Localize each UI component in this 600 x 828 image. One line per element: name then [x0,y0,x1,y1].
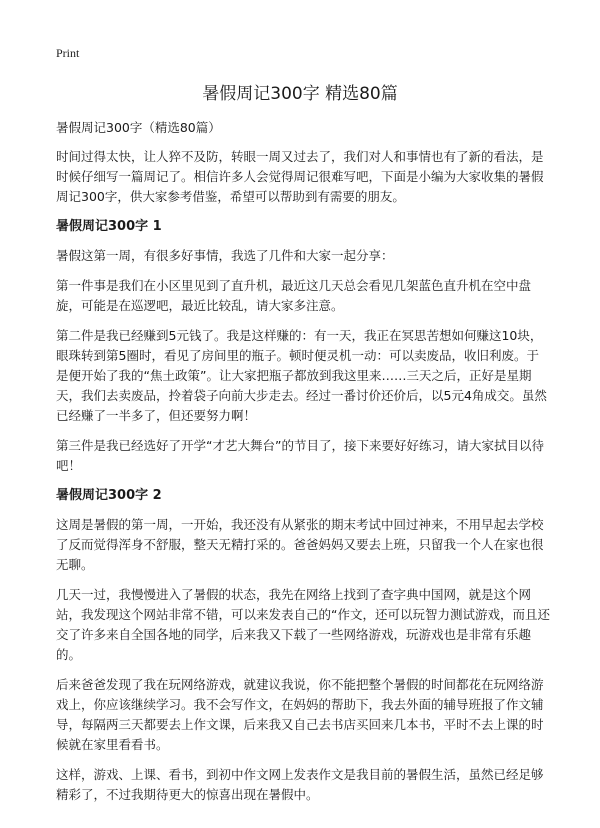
section-heading-1: 暑假周记300字 1 [56,219,162,234]
section-1-paragraph-1: 暑假这第一周，有很多好事情，我选了几件和大家一起分享： [56,248,394,263]
article-subtitle: 暑假周记300字（精选80篇） [56,120,221,135]
article-body [56,118,550,815]
section-1-paragraph-2: 第一件事是我们在小区里见到了直升机，最近这几天总会看见几架蓝色直升机在空中盘旋，可能是在巡逻吧，最近比较乱，请大家多注意。 [56,278,532,313]
print-link[interactable]: Print [56,46,80,60]
section-2-paragraph-1: 这周是暑假的第一周，一开始，我还没有从紧张的期末考试中回过神来，不用早起去学校了反而觉得浑身不舒服，整天无精打采的。爸爸妈妈又要去上班，只留我一个人在家也很无聊。 [56,517,544,572]
section-heading-2: 暑假周记300字 2 [56,488,162,503]
section-1-paragraph-4: 第三件是我已经选好了开学“才艺大舞台”的节目了，接下来要好好练习，请大家拭目以待吧！ [56,438,544,473]
section-2-paragraph-2: 几天一过，我慢慢进入了暑假的状态，我先在网络上找到了查字典中国网，就是这个网站，我发现这个网站非常不错，可以来发表自己的“作文，还可以玩智力测试游戏，而且还交了许多来自全国各地的同学，后来我又下载了一些网络游戏，玩游戏也是非常有乐趣的。 [56,587,550,662]
section-2-paragraph-4: 这样，游戏、上课、看书，到初中作文网上发表作文是我目前的暑假生活，虽然已经足够精彩了，不过我期待更大的惊喜出现在暑假中。 [56,767,544,802]
intro-paragraph: 时间过得太快，让人猝不及防，转眼一周又过去了，我们对人和事情也有了新的看法，是时候仔细写一篇周记了。相信许多人会觉得周记很难写吧，下面是小编为大家收集的暑假周记300字，供大家参考借鉴，希望可以帮助到有需要的朋友。 [56,149,544,204]
section-1-paragraph-3: 第二件是我已经赚到5元钱了。我是这样赚的：有一天，我正在冥思苦想如何赚这10块，眼珠转到第5圈时，看见了房间里的瓶子。顿时便灵机一动：可以卖废品，收旧利废。于是便开始了我的“焦土政策”。让大家把瓶子都放到我这里来……三天之后，正好是星期天，我们去卖废品，拎着袋子向前大步走去。经过一番讨价还价后，以5元4角成交。虽然已经赚了一半多了，但还要努力啊！ [56,328,547,423]
page-title: 暑假周记300字 精选80篇 [202,84,398,104]
section-2-paragraph-3: 后来爸爸发现了我在玩网络游戏，就建议我说，你不能把整个暑假的时间都花在玩网络游戏上，你应该继续学习。我不会写作文，在妈妈的帮助下，我去外面的辅导班报了作文辅导，每隔两三天都要去上作文课，后来我又自己去书店买回来几本书，平时不去上课的时候就在家里看看书。 [56,677,544,752]
